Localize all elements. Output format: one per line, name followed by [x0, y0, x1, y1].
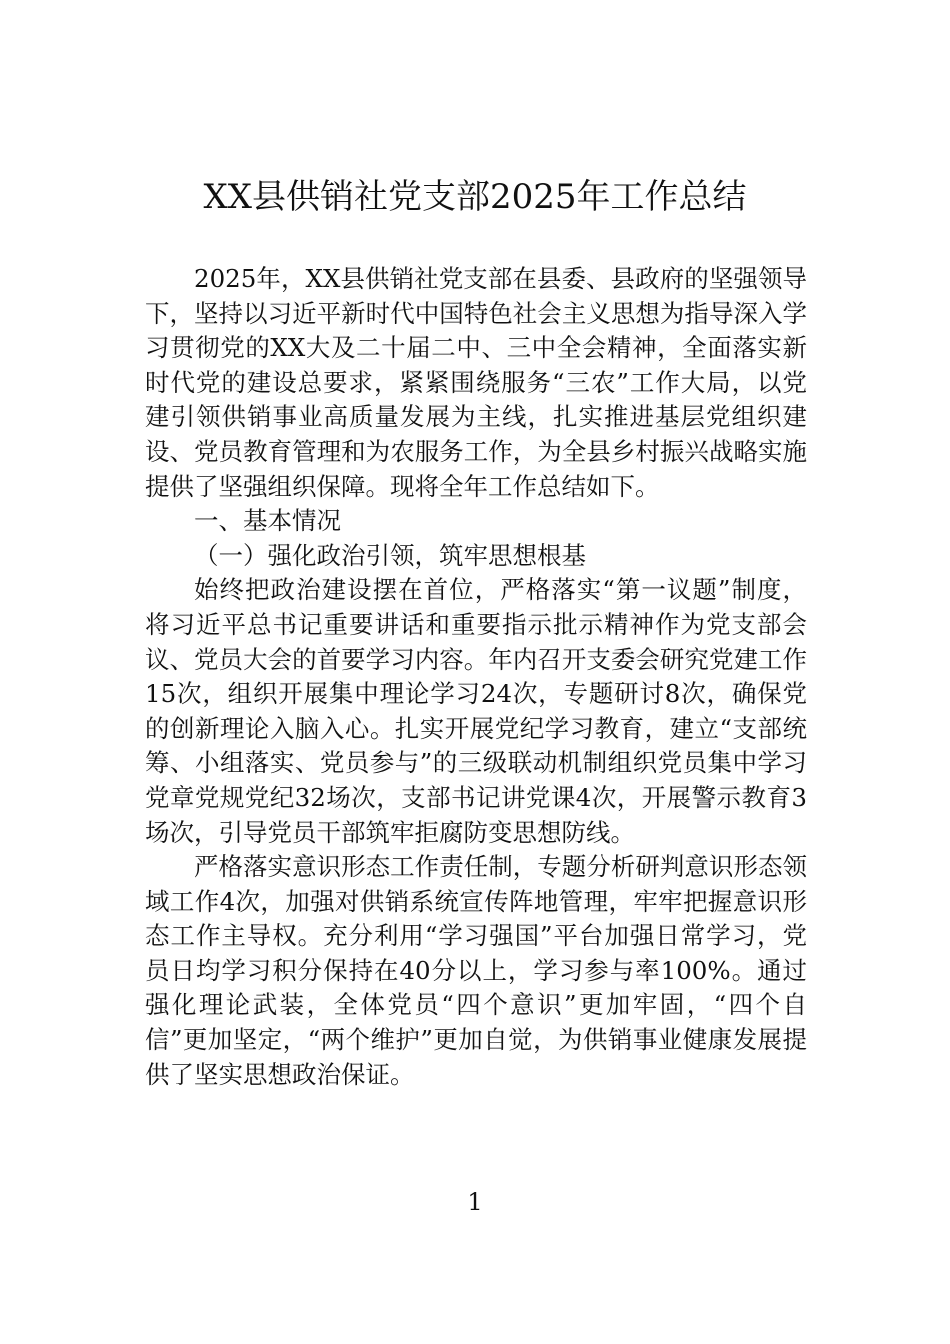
section-heading-basic-situation: 一、基本情况 — [194, 506, 341, 536]
intro-paragraph: 2025年，XX县供销社党支部在县委、县政府的坚强领导下，坚持以习近平新时代中国特色社会主义思想为指导深入学习贯彻党的XX大及二十届二中、三中全会精神，全面落实新时代党的建设总要求，紧紧围绕服务“三农”工作大局，以党建引领供销事业高质量发展为主线，扎实推进基层党组织建设、党员教育管理和为农服务工作，为全县乡村振兴战略实施提供了坚强组织保障。现将全年工作总结如下。 — [145, 264, 807, 501]
subsection-heading-political-guidance: （一）强化政治引领，筑牢思想根基 — [194, 540, 586, 570]
page-number: 1 — [467, 1188, 483, 1216]
paragraph-ideology-work: 严格落实意识形态工作责任制，专题分析研判意识形态领域工作4次，加强对供销系统宣传阵地管理，牢牢把握意识形态工作主导权。充分利用“学习强国”平台加强日常学习，党员日均学习积分保持在40分以上，学习参与率100%。通过强化理论武装，全体党员“四个意识”更加牢固，“四个自信”更加坚定，“两个维护”更加自觉，为供销事业健康发展提供了坚实思想政治保证。 — [145, 852, 807, 1089]
paragraph-political-construction: 始终把政治建设摆在首位，严格落实“第一议题”制度，将习近平总书记重要讲话和重要指示批示精神作为党支部会议、党员大会的首要学习内容。年内召开支委会研究党建工作15次，组织开展集中理论学习24次，专题研讨8次，确保党的创新理论入脑入心。扎实开展党纪学习教育，建立“支部统筹、小组落实、党员参与”的三级联动机制组织党员集中学习党章党规党纪32场次，支部书记讲党课4次，开展警示教育3场次，引导党员干部筑牢拒腐防变思想防线。 — [145, 575, 807, 847]
document-body — [145, 262, 807, 1092]
document-title: XX县供销社党支部2025年工作总结 — [203, 177, 747, 217]
